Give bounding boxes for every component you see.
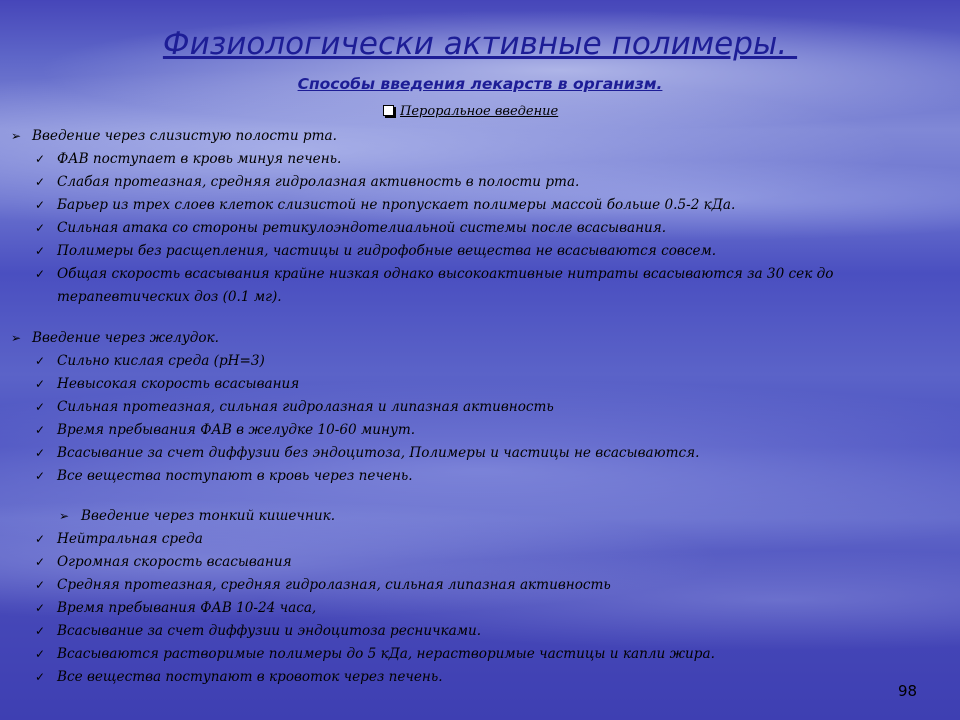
checkmark-icon: ✓ — [35, 267, 46, 281]
list-item-text: Время пребывания ФАВ в желудке 10-60 минут. — [57, 422, 416, 438]
list-item-text: Общая скорость всасывания крайне низкая однако высокоактивные нитраты всасываются за 30 сек до — [57, 266, 834, 282]
checkmark-icon: ✓ — [35, 532, 46, 546]
section-heading — [0, 505, 960, 528]
checkmark-icon: ✓ — [35, 400, 46, 414]
list-item-text: Барьер из трех слоев клеток слизистой не пропускает полимеры массой больше 0.5-2 кДа. — [57, 197, 736, 213]
list-item-text: Невысокая скорость всасывания — [57, 376, 300, 392]
slide-content — [0, 125, 960, 689]
list-item — [0, 263, 960, 286]
checkmark-icon: ✓ — [35, 647, 46, 661]
list-item — [0, 194, 960, 217]
list-item-text: Все вещества поступают в кровоток через печень. — [57, 669, 443, 685]
list-item-continuation: терапевтических доз (0.1 мг). — [57, 289, 282, 305]
list-item-text: Полимеры без расщепления, частицы и гидрофобные вещества не всасываются совсем. — [57, 243, 717, 259]
checkmark-icon: ✓ — [35, 601, 46, 615]
list-item-text: Средняя протеазная, средняя гидролазная, сильная липазная активность — [57, 577, 611, 593]
list-item-text: Все вещества поступают в кровь через печень. — [57, 468, 413, 484]
checkmark-icon: ✓ — [35, 578, 46, 592]
checkmark-icon: ✓ — [35, 221, 46, 235]
slide-subtitle: Способы введения лекарств в организм. — [297, 75, 663, 93]
checkmark-icon: ✓ — [35, 377, 46, 391]
section-heading — [0, 125, 960, 148]
list-item — [0, 528, 960, 551]
list-item — [0, 350, 960, 373]
list-item — [0, 148, 960, 171]
list-item — [0, 551, 960, 574]
list-item-text: Сильно кислая среда (pH=3) — [57, 353, 265, 369]
list-item-text: Нейтральная среда — [57, 531, 203, 547]
list-item — [0, 597, 960, 620]
list-item-text: Сильная атака со стороны ретикулоэндотелиальной системы после всасывания. — [57, 220, 667, 236]
list-item — [0, 419, 960, 442]
list-item — [0, 643, 960, 666]
list-item — [0, 373, 960, 396]
list-item — [0, 442, 960, 465]
list-item — [0, 666, 960, 689]
list-item-text: Огромная скорость всасывания — [57, 554, 292, 570]
list-item — [0, 217, 960, 240]
list-item-text: Всасывание за счет диффузии и эндоцитоза ресничками. — [57, 623, 482, 639]
list-item-text: Всасывание за счет диффузии без эндоцитоза, Полимеры и частицы не всасываются. — [57, 445, 700, 461]
section-heading — [0, 327, 960, 350]
checkbox-square-icon — [383, 105, 394, 116]
list-item — [0, 620, 960, 643]
list-item — [0, 396, 960, 419]
arrowhead-bullet-icon: ➢ — [11, 129, 22, 143]
section-heading-text: Введение через тонкий кишечник. — [81, 508, 336, 524]
list-item-text: Всасываются растворимые полимеры до 5 кДа, нерастворимые частицы и капли жира. — [57, 646, 715, 662]
checkmark-icon: ✓ — [35, 152, 46, 166]
section-heading-text: Введение через слизистую полости рта. — [32, 128, 337, 144]
checkmark-icon: ✓ — [35, 624, 46, 638]
checkmark-icon: ✓ — [35, 446, 46, 460]
list-item-text: Слабая протеазная, средняя гидролазная активность в полости рта. — [57, 174, 580, 190]
checkmark-icon: ✓ — [35, 354, 46, 368]
list-item — [0, 574, 960, 597]
checkmark-icon: ✓ — [35, 555, 46, 569]
checkmark-icon: ✓ — [35, 175, 46, 189]
arrowhead-bullet-icon: ➢ — [59, 509, 70, 523]
section-heading-text: Введение через желудок. — [32, 330, 219, 346]
list-item-text: Время пребывания ФАВ 10-24 часа, — [57, 600, 317, 616]
checkmark-icon: ✓ — [35, 198, 46, 212]
arrowhead-bullet-icon: ➢ — [11, 331, 22, 345]
checkmark-icon: ✓ — [35, 244, 46, 258]
checkmark-icon: ✓ — [35, 670, 46, 684]
checkmark-icon: ✓ — [35, 469, 46, 483]
subheading — [383, 104, 558, 119]
list-item — [0, 240, 960, 263]
list-item — [0, 465, 960, 488]
list-item-text: Сильная протеазная, сильная гидролазная и липазная активность — [57, 399, 554, 415]
list-item-text: ФАВ поступает в кровь минуя печень. — [57, 151, 342, 167]
slide-title: Физиологически активные полимеры. — [162, 26, 798, 62]
page-number: 98 — [898, 682, 918, 700]
list-item — [0, 171, 960, 194]
checkmark-icon: ✓ — [35, 423, 46, 437]
subheading-label: Пероральное введение — [400, 104, 559, 119]
